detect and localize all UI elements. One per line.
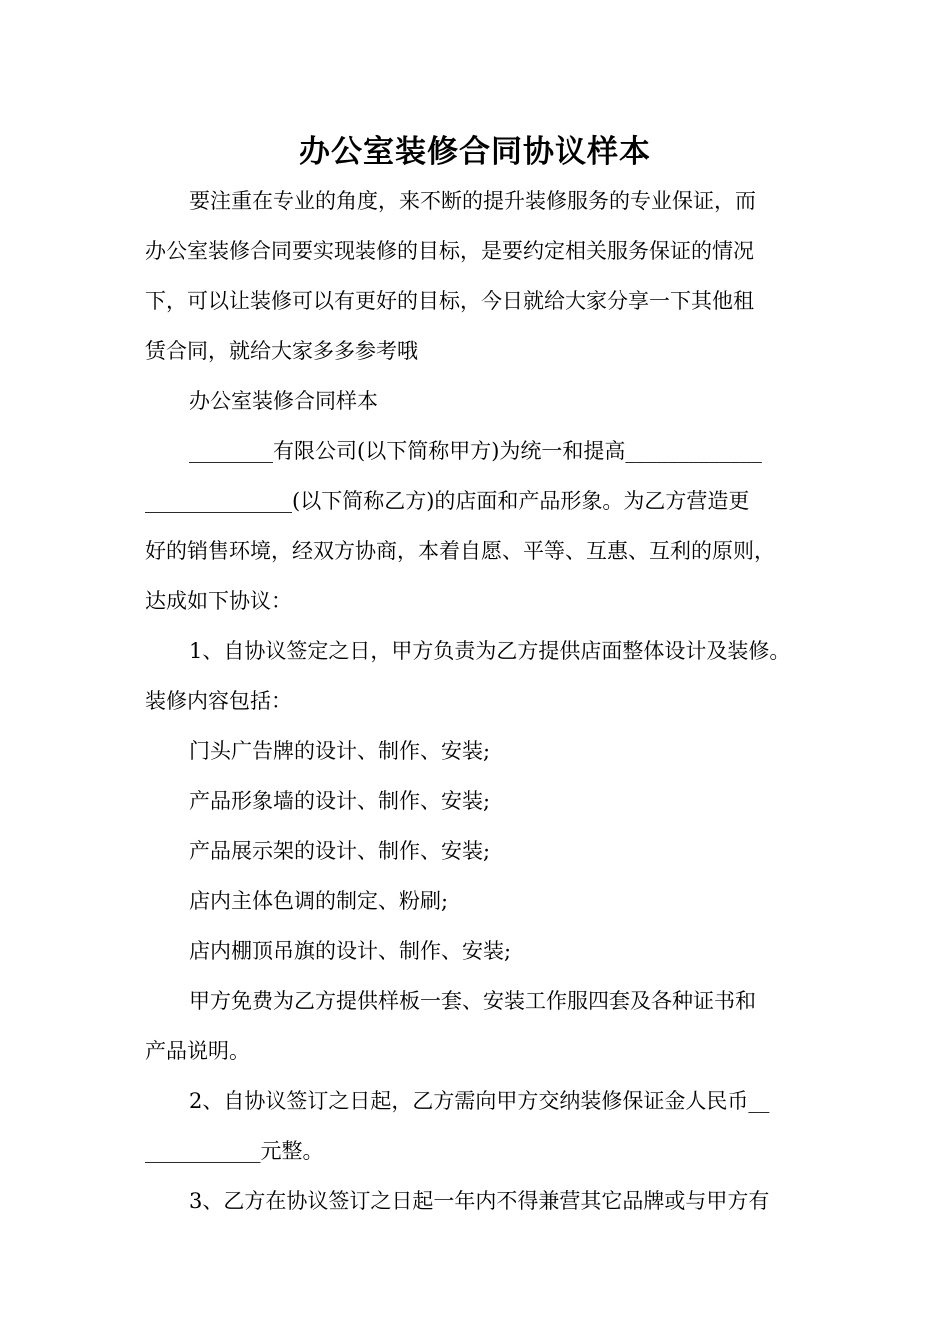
clause-line: 装修内容包括：	[145, 689, 292, 713]
paragraph-line: 下，可以让装修可以有更好的目标，今日就给大家分享一下其他租	[145, 289, 754, 313]
paragraph-line: 赁合同，就给大家多多参考哦	[145, 339, 418, 363]
paragraph-line: 甲方免费为乙方提供样板一套、安装工作服四套及各种证书和	[189, 989, 756, 1013]
document-title: 办公室装修合同协议样本	[299, 134, 651, 170]
section-heading: 办公室装修合同样本	[189, 389, 378, 413]
clause-line: 2、自协议签订之日起，乙方需向甲方交纳装修保证金人民币__	[189, 1089, 770, 1113]
list-item: 门头广告牌的设计、制作、安装;	[189, 739, 491, 763]
clause-line: 3、乙方在协议签订之日起一年内不得兼营其它品牌或与甲方有	[189, 1189, 770, 1213]
paragraph-line: 要注重在专业的角度，来不断的提升装修服务的专业保证，而	[189, 189, 756, 213]
paragraph-line: ________有限公司(以下简称甲方)为统一和提高_____________	[189, 439, 762, 463]
clause-line: 1、自协议签定之日，甲方负责为乙方提供店面整体设计及装修。	[189, 639, 791, 663]
paragraph-line: 达成如下协议：	[145, 589, 292, 613]
list-item: 产品形象墙的设计、制作、安装;	[189, 789, 491, 813]
paragraph-line: 产品说明。	[145, 1039, 250, 1063]
list-item: 产品展示架的设计、制作、安装;	[189, 839, 491, 863]
list-item: 店内主体色调的制定、粉刷;	[189, 889, 449, 913]
list-item: 店内棚顶吊旗的设计、制作、安装;	[189, 939, 512, 963]
clause-line: ___________元整。	[145, 1139, 324, 1163]
paragraph-line: 办公室装修合同要实现装修的目标，是要约定相关服务保证的情况	[145, 239, 754, 263]
paragraph-line: 好的销售环境，经双方协商，本着自愿、平等、互惠、互利的原则，	[145, 539, 775, 563]
paragraph-line: ______________(以下简称乙方)的店面和产品形象。为乙方营造更	[145, 489, 750, 513]
